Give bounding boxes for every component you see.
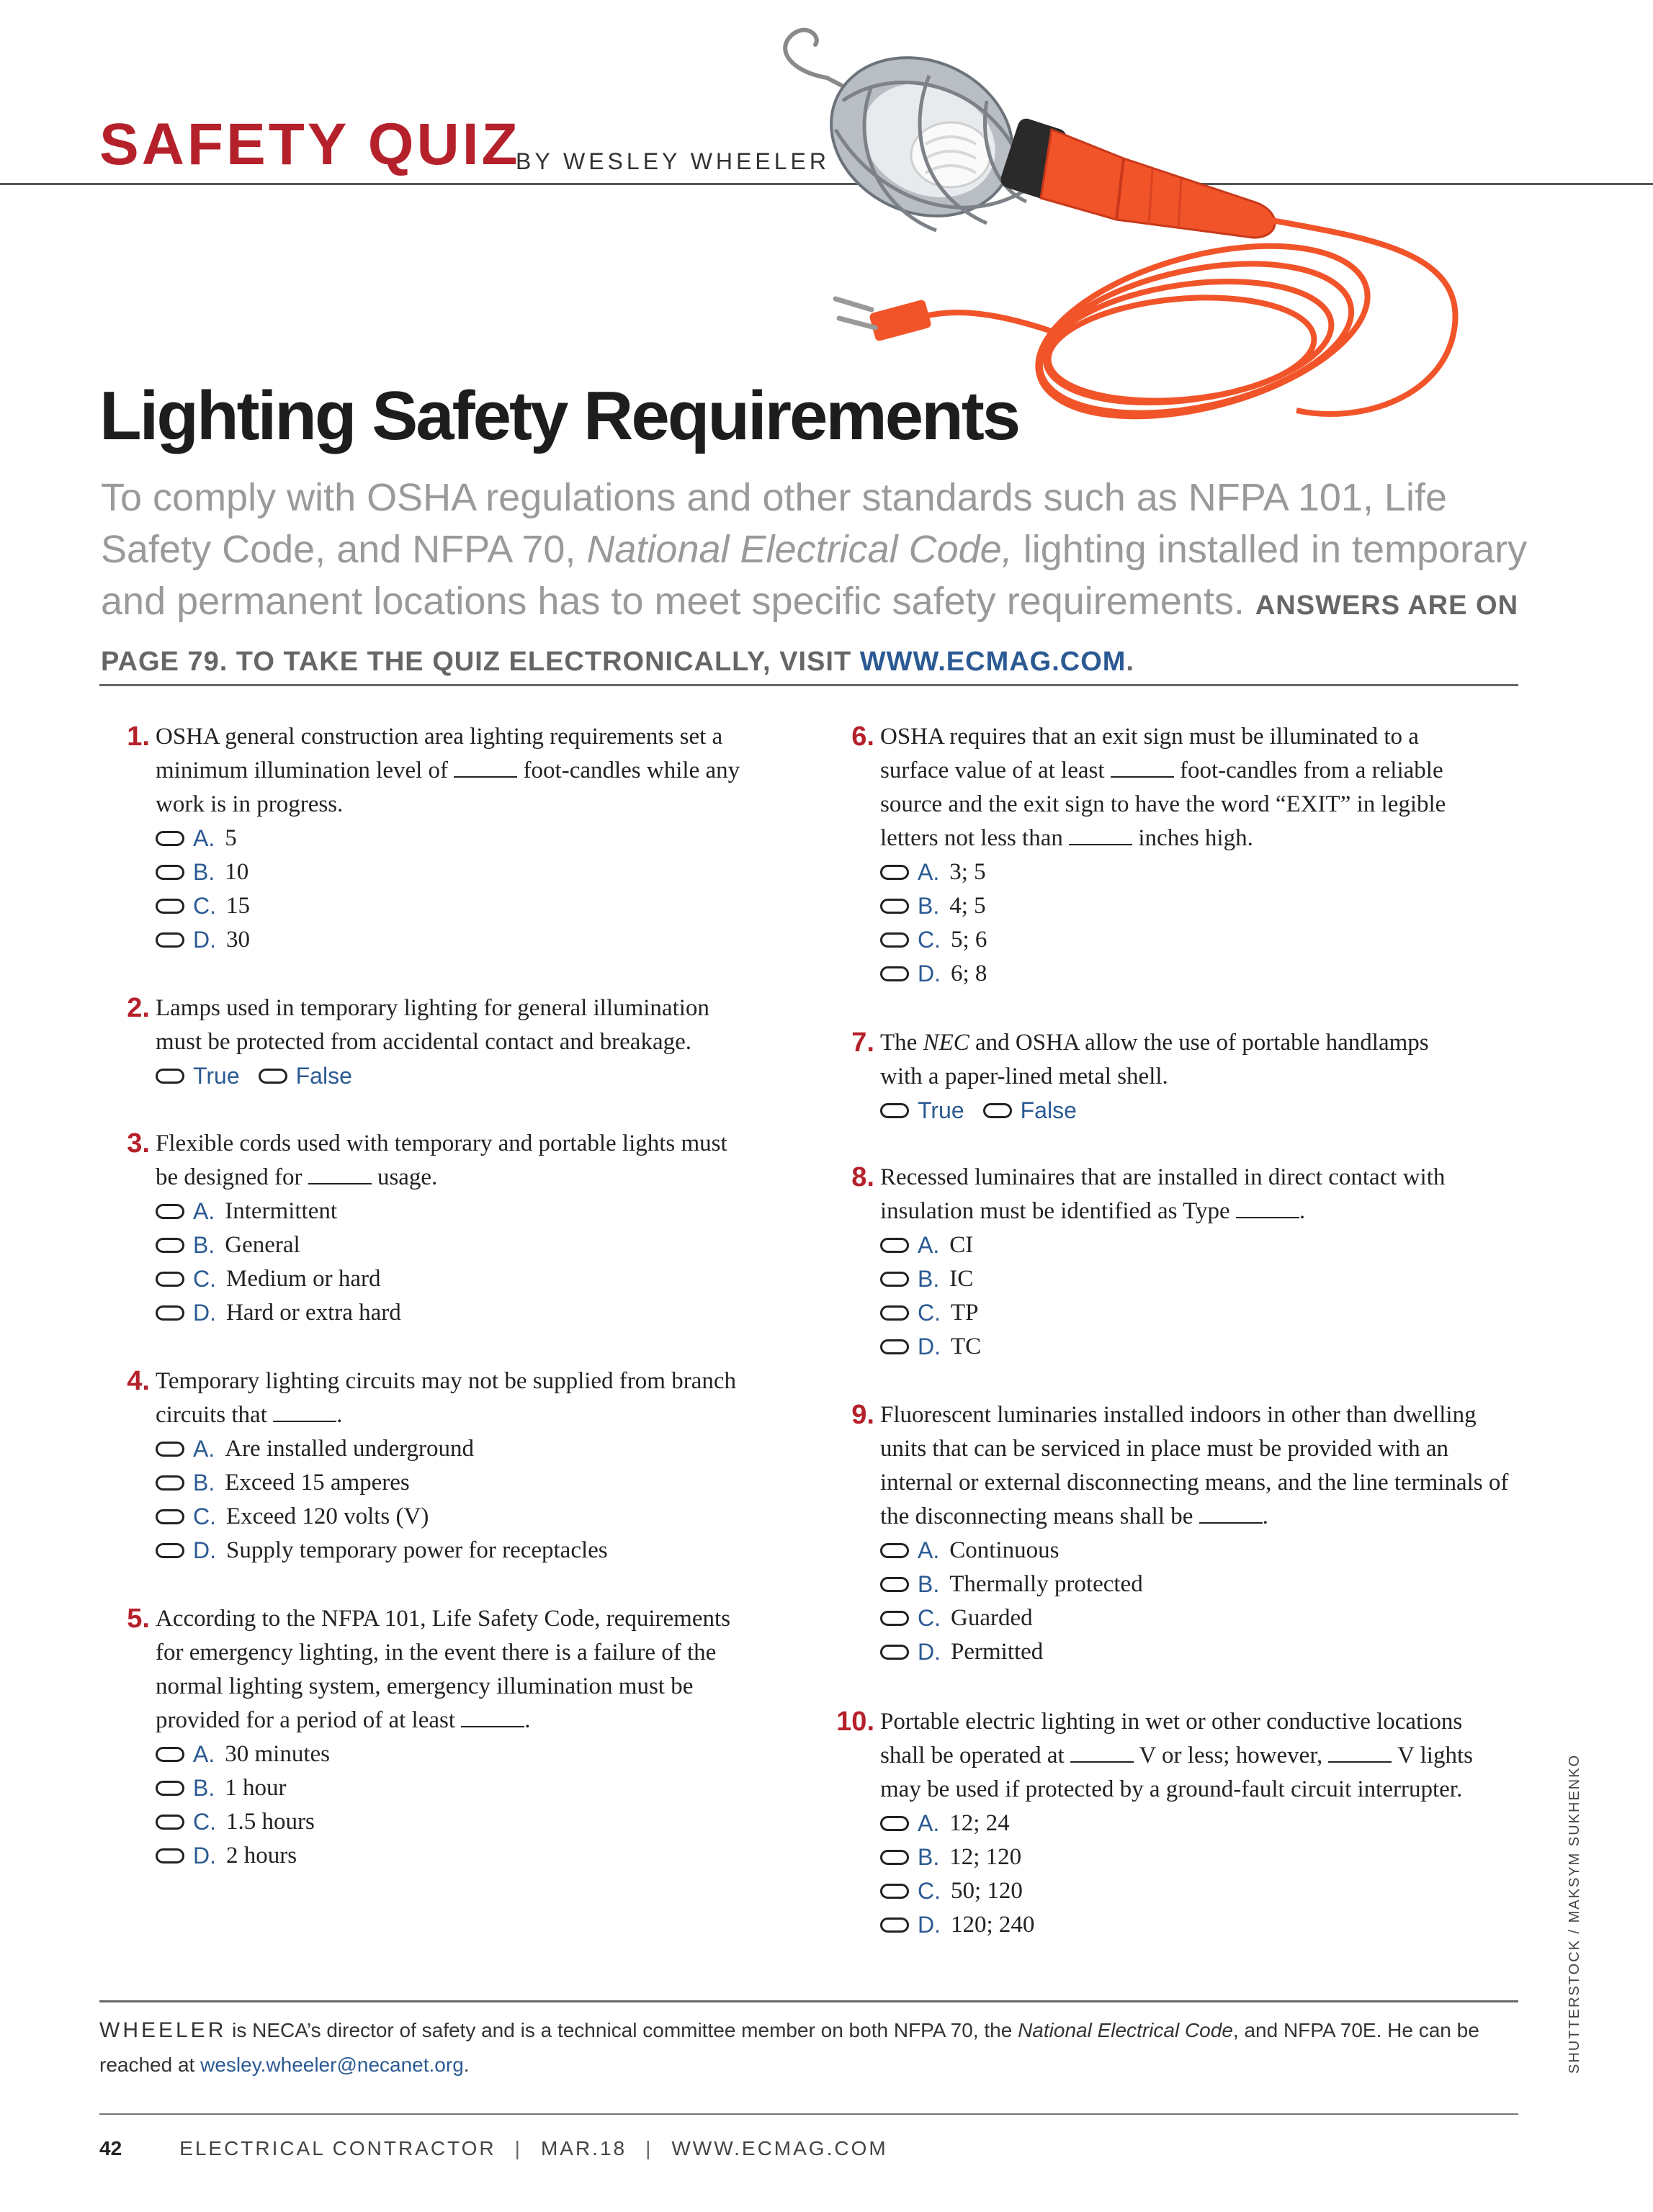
option-true[interactable]: True [880,1094,964,1128]
deck-end: . [1126,647,1135,677]
option-b[interactable]: B. Exceed 15 amperes [156,1466,751,1500]
checkbox-icon[interactable] [880,1543,909,1558]
question-number: 10. [836,1707,874,1737]
article-title: Lighting Safety Requirements [99,377,1019,454]
checkbox-icon[interactable] [156,1781,184,1796]
checkbox-icon[interactable] [880,1850,909,1865]
option-a[interactable]: A. Are installed underground [156,1432,751,1466]
question-number: 7. [851,1028,874,1058]
question-3 [102,1127,751,1330]
option-d[interactable]: D. 30 [156,923,751,957]
answer-blank [273,1401,336,1422]
author-name: WHEELER [99,2018,227,2042]
answer-blank [1199,1502,1263,1524]
author-bio: WHEELER is NECA’s director of safety and is a technical committee member on both NFPA 70, the National Electrical Code, and NFPA 70E. He can be reached at wesley.wheeler@necanet.org. [99,2018,1479,2076]
footer-rule [99,2113,1518,2115]
checkbox-icon[interactable] [156,1747,184,1762]
option-c[interactable]: C. 1.5 hours [156,1805,751,1839]
checkbox-icon[interactable] [156,1815,184,1830]
question-number: 5. [127,1604,150,1634]
option-b[interactable]: B. General [156,1228,751,1262]
option-d[interactable]: D. 120; 240 [880,1908,1475,1942]
deck-rule [99,684,1518,686]
question-4 [102,1364,751,1568]
option-c[interactable]: C. 50; 120 [880,1874,1475,1908]
option-c[interactable]: C. Exceed 120 volts (V) [156,1500,751,1534]
question-number: 2. [127,993,150,1023]
checkbox-icon[interactable] [880,1884,909,1899]
question-1 [102,720,751,957]
option-c[interactable]: C. 15 [156,889,751,923]
option-b[interactable]: B. Thermally protected [880,1568,1518,1601]
deck-text-2: lighting installed in temporary and permanent locations has to meet specific safety requirements. [101,528,1528,623]
option-false[interactable]: False [983,1094,1077,1128]
option-d[interactable]: D. 6; 8 [880,957,1475,991]
question-stem: Recessed luminaires that are installed in direct contact with insulation must be identified as Type . [880,1164,1446,1224]
option-c[interactable]: C. Medium or hard [156,1262,751,1296]
checkbox-icon[interactable] [156,865,184,880]
answer-blank [308,1163,372,1184]
option-b[interactable]: B. 4; 5 [880,889,1475,923]
checkbox-icon[interactable] [880,1339,909,1354]
bio-rule [99,2000,1518,2002]
deck-text: To comply with OSHA regulations and other standards such as NFPA 101, Life Safety Code, and NFPA 70, [101,476,1447,571]
option-a[interactable]: A. 5 [156,822,751,855]
publication-name: ELECTRICAL CONTRACTOR [179,2137,496,2159]
option-a[interactable]: A. CI [880,1228,1475,1262]
deck-quiz-link[interactable]: WWW.ECMAG.COM [859,647,1126,677]
checkbox-icon[interactable] [880,899,909,914]
question-stem: OSHA general construction area lighting requirements set a minimum illumination level of foot-candles while any work is in progress. [156,724,740,817]
deck-italic: National Electrical Code, [586,528,1013,571]
option-a[interactable]: A. Continuous [880,1534,1518,1568]
checkbox-icon[interactable] [156,1543,184,1558]
checkbox-icon[interactable] [880,966,909,981]
checkbox-icon[interactable] [880,1577,909,1592]
checkbox-icon[interactable] [880,1645,909,1660]
option-true[interactable]: True [156,1059,240,1093]
question-stem: Lamps used in temporary lighting for general illumination must be protected from accidental contact and breakage. [156,995,709,1055]
checkbox-icon[interactable] [156,932,184,948]
checkbox-icon[interactable] [156,1848,184,1863]
checkbox-icon[interactable] [156,1475,184,1491]
photo-credit: SHUTTERSTOCK / MAKSYM SUKHENKO [1567,1753,1582,2074]
question-7 [827,1026,1475,1128]
checkbox-icon[interactable] [880,1816,909,1831]
option-d[interactable]: D. TC [880,1330,1475,1364]
question-5 [102,1602,751,1873]
option-b[interactable]: B. 12; 120 [880,1840,1475,1874]
option-d[interactable]: D. Hard or extra hard [156,1296,751,1330]
section-kicker: SAFETY QUIZ [99,112,521,177]
answer-blank [1236,1197,1299,1218]
question-8 [827,1161,1475,1364]
deck-answers-note: ANSWERS ARE ON PAGE 79. TO TAKE THE QUIZ ELECTRONICALLY, VISIT [101,590,1519,677]
issue-date: MAR.18 [540,2137,627,2159]
page-footer [99,2137,888,2160]
question-9 [827,1398,1518,1669]
answer-blank [461,1706,524,1727]
option-c[interactable]: C. 5; 6 [880,923,1475,957]
answer-blank [1070,1741,1134,1763]
option-b[interactable]: B. IC [880,1262,1475,1296]
question-stem: OSHA requires that an exit sign must be illuminated to a surface value of at least foot-candles from a reliable source and the exit sign to have the word “EXIT” in legible letters not less than inches high. [880,724,1446,851]
answer-blank [454,756,517,778]
footer-separator: | [645,2137,653,2159]
checkbox-icon[interactable] [156,831,184,846]
option-b[interactable]: B. 10 [156,855,751,889]
question-stem: Temporary lighting circuits may not be supplied from branch circuits that . [156,1368,736,1428]
checkbox-icon[interactable] [156,1305,184,1321]
answer-blank [1069,824,1132,845]
checkbox-icon[interactable] [156,1509,184,1524]
question-2 [102,992,751,1093]
option-a[interactable]: A. 3; 5 [880,855,1475,889]
answer-blank [1111,756,1174,778]
question-number: 6. [851,721,874,752]
footer-url[interactable]: WWW.ECMAG.COM [671,2137,888,2159]
option-a[interactable]: A. 12; 24 [880,1807,1475,1840]
checkbox-icon[interactable] [880,1305,909,1321]
question-number: 1. [127,721,150,752]
option-d[interactable]: D. Permitted [880,1635,1518,1669]
option-c[interactable]: C. TP [880,1296,1475,1330]
question-stem: According to the NFPA 101, Life Safety Code, requirements for emergency lighting, in the event there is a failure of the normal lighting system, emergency illumination must be provided for a period of at least . [156,1606,730,1733]
checkbox-icon[interactable] [156,1442,184,1457]
option-false[interactable]: False [259,1059,352,1093]
answer-blank [1328,1741,1392,1763]
page-number: 42 [99,2137,122,2159]
option-a[interactable]: A. Intermittent [156,1195,751,1228]
option-b[interactable]: B. 1 hour [156,1771,751,1805]
option-a[interactable]: A. 30 minutes [156,1737,751,1771]
author-email-link[interactable]: wesley.wheeler@necanet.org [200,2054,464,2076]
article-deck [101,472,1541,688]
footer-separator: | [514,2137,522,2159]
question-10 [827,1705,1475,1942]
checkbox-icon[interactable] [880,1917,909,1933]
question-number: 9. [851,1400,874,1430]
question-number: 3. [127,1128,150,1159]
question-stem: Portable electric lighting in wet or other conductive locations shall be operated at V or less; however, V lights may be used if protected by a ground-fault circuit interrupter. [880,1709,1473,1802]
checkbox-icon[interactable] [880,1238,909,1253]
checkbox-icon[interactable] [259,1069,287,1084]
question-number: 8. [851,1162,874,1192]
checkbox-icon[interactable] [156,1238,184,1253]
option-c[interactable]: C. Guarded [880,1601,1518,1635]
checkbox-icon[interactable] [156,1069,184,1084]
question-stem: Flexible cords used with temporary and portable lights must be designed for usage. [156,1130,727,1190]
checkbox-icon[interactable] [880,932,909,948]
question-number: 4. [127,1366,150,1396]
question-6 [827,720,1475,991]
option-d[interactable]: D. Supply temporary power for receptacles [156,1534,751,1568]
option-d[interactable]: D. 2 hours [156,1839,751,1873]
checkbox-icon[interactable] [880,1272,909,1287]
checkbox-icon[interactable] [156,1204,184,1219]
question-stem: The NEC and OSHA allow the use of portable handlamps with a paper-lined metal shell. [880,1030,1429,1089]
checkbox-icon[interactable] [156,1272,184,1287]
checkbox-icon[interactable] [983,1103,1012,1118]
checkbox-icon[interactable] [880,1611,909,1626]
checkbox-icon[interactable] [880,1103,909,1118]
question-stem: Fluorescent luminaries installed indoors in other than dwelling units that can be serviced in place must be provided with an internal or external disconnecting means, and the line terminals of the disconnecting means shall be . [880,1402,1509,1529]
checkbox-icon[interactable] [880,865,909,880]
checkbox-icon[interactable] [156,899,184,914]
byline: BY WESLEY WHEELER [516,148,830,174]
